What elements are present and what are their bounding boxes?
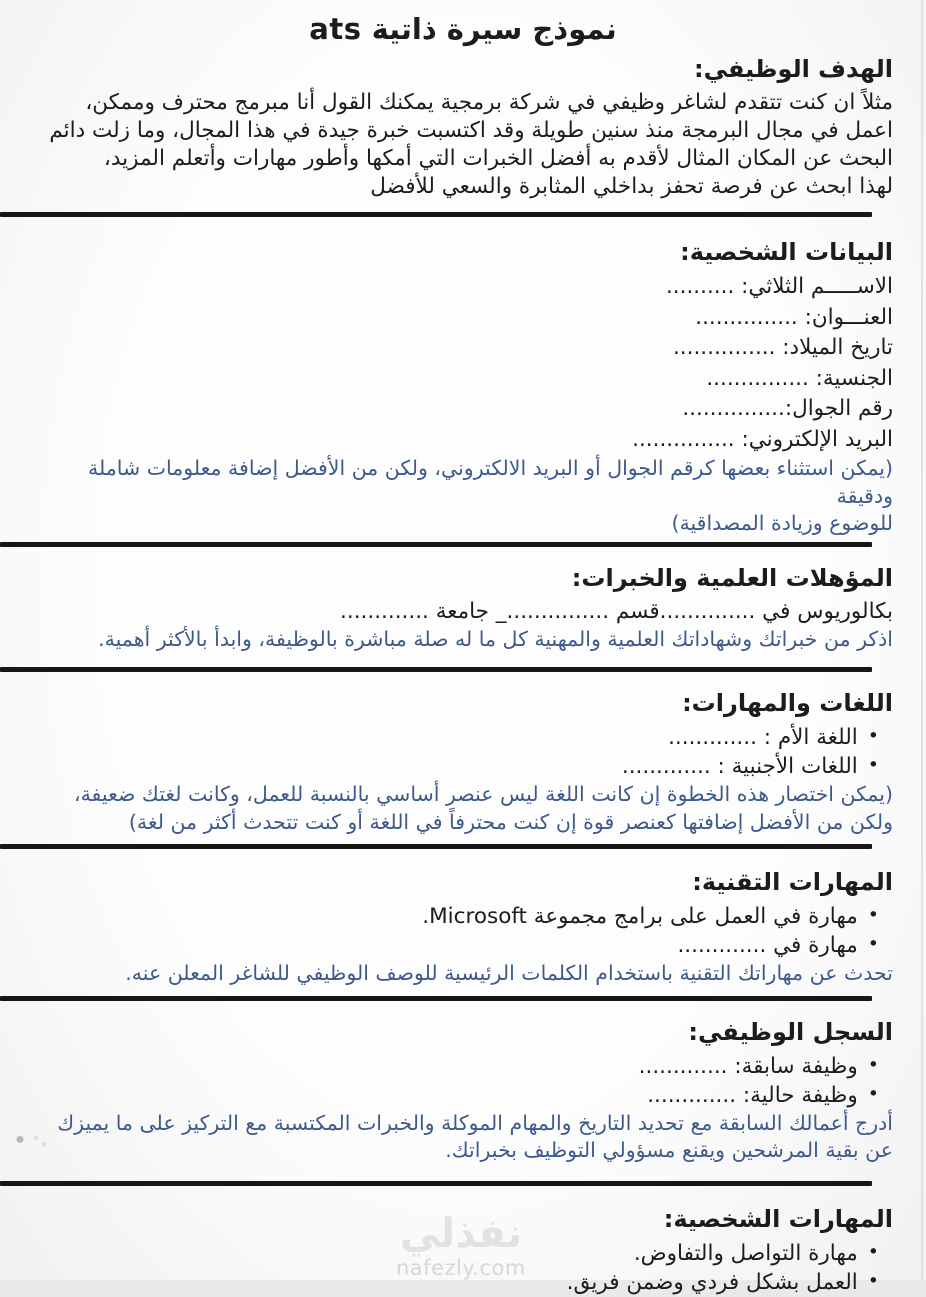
field-address: العنـــوان: ...............	[695, 304, 893, 330]
note-line: ولكن من الأفضل إضافتها كعنصر قوة إن كنت محترفاً في اللغة أو كنت تتحدث أكثر من لغة)	[128, 809, 893, 834]
section-technical-skills	[0, 867, 926, 988]
bullet-icon: •	[867, 904, 879, 926]
note-line: (يمكن استثناء بعضها كرقم الجوال أو البريد الالكتروني، ولكن من الأفضل إضافة معلومات شاملة ودقيقة	[88, 456, 893, 508]
text-line: لهذا ابحث عن فرصة تحفز بداخلي المثابرة والسعي للأفضل	[370, 174, 893, 199]
artifact-smudge	[14, 1133, 54, 1149]
note-line: (يمكن اختصار هذه الخطوة إن كانت اللغة ليس عنصر أساسي بالنسبة للعمل، وكانت لغتك ضعيفة،	[73, 782, 893, 806]
section-personal-data	[0, 237, 926, 538]
text-line: البحث عن المكان المثال لأقدم به أفضل الخبرات التي أمكها وأطور مهارات وأتعلم المزيد،	[103, 146, 893, 171]
bullet-icon: •	[867, 933, 879, 955]
section-divider	[0, 844, 872, 849]
bullet-text: مهارة في .............	[677, 933, 858, 958]
bullet-icon: •	[867, 754, 879, 776]
bullet-item-other-skill	[36, 931, 879, 960]
section-objective	[0, 54, 926, 201]
field-nationality: الجنسية: ...............	[706, 365, 893, 391]
text-line: اعمل في مجال البرمجة منذ سنين طويلة وقد اكتسبت خبرة جيدة في هذا المجال، وما زلت دائم	[49, 118, 893, 143]
note-line: تحدث عن مهاراتك التقنية باستخدام الكلمات الرئيسية للوصف الوظيفي للشاغر المعلن عنه.	[125, 961, 893, 985]
bullet-item-foreign-languages	[36, 752, 879, 781]
section-heading-qualifications: المؤهلات العلمية والخبرات:	[571, 563, 893, 592]
field-birth-date: تاريخ الميلاد: ...............	[672, 335, 893, 360]
text-line: بكالوريوس في ..............قسم ..............._ جامعة .............	[340, 598, 893, 624]
bullet-text: مهارة التواصل والتفاوض.	[633, 1240, 858, 1266]
note-line: عن بقية المرشحين ويقنع مسؤولي التوظيف بخبراتك.	[445, 1138, 893, 1162]
bullet-icon: •	[867, 1053, 879, 1076]
bullet-icon: •	[867, 1269, 879, 1292]
bullet-icon: •	[867, 1082, 879, 1105]
field-full-name: الاســـــم الثلاثي: ..........	[665, 274, 893, 299]
section-divider	[0, 667, 872, 672]
section-divider	[0, 1181, 872, 1186]
page-edge-shadow	[921, 0, 923, 1280]
note-line: للوضوع وزيادة المصداقية)	[671, 511, 893, 535]
bullet-icon: •	[867, 1240, 879, 1263]
bullet-item-microsoft	[36, 902, 879, 931]
watermark	[396, 1212, 526, 1280]
field-mobile-number: رقم الجوال:...............	[682, 396, 893, 421]
watermark-logo: نفذلي	[399, 1211, 523, 1257]
note-line: اذكر من خبراتك وشهاداتك العلمية والمهنية كل ما له صلة مباشرة بالوظيفة، وابدأ بالأكثر أهمية.	[98, 626, 893, 651]
bullet-text: اللغات الأجنبية : .............	[621, 754, 858, 779]
bullet-item-previous-job	[36, 1052, 879, 1081]
section-heading-personal-data: البيانات الشخصية:	[680, 238, 893, 266]
bullet-text: اللغة الأم : .............	[668, 725, 858, 750]
bullet-text: مهارة في العمل على برامج مجموعة Microsoft.	[422, 904, 858, 929]
bullet-icon: •	[867, 725, 879, 747]
section-divider	[0, 996, 872, 1001]
section-heading-technical-skills: المهارات التقنية:	[692, 868, 893, 896]
watermark-site: nafezly.com	[396, 1256, 526, 1280]
bullet-item-mother-tongue	[36, 723, 879, 752]
bullet-text: العمل بشكل فردي وضمن فريق.	[566, 1269, 858, 1295]
section-divider	[0, 212, 872, 217]
text-line: مثلاً ان كنت تتقدم لشاغر وظيفي في شركة برمجية يمكنك القول أنا مبرمج محترف وممكن،	[85, 90, 893, 115]
field-email: البريد الإلكتروني: ...............	[632, 426, 893, 452]
document-title: نموذج سيرة ذاتية ats	[309, 12, 617, 46]
bullet-item-current-job	[36, 1081, 879, 1110]
section-heading-personal-skills: المهارات الشخصية:	[663, 1204, 893, 1233]
bullet-text: وظيفة حالية: .............	[647, 1082, 858, 1108]
note-line: أدرج أعمالك السابقة مع تحديد التاريخ والمهام الموكلة والخبرات المكتسبة مع التركيز على ما يميزك	[57, 1110, 893, 1135]
bullet-text: وظيفة سابقة: .............	[638, 1053, 858, 1079]
section-heading-objective: الهدف الوظيفي:	[693, 55, 893, 83]
section-languages-skills	[0, 688, 926, 836]
section-heading-languages-skills: اللغات والمهارات:	[682, 689, 893, 717]
section-divider	[0, 542, 872, 547]
section-employment-record	[0, 1017, 926, 1165]
section-qualifications	[0, 563, 926, 654]
section-heading-employment-record: السجل الوظيفي:	[688, 1017, 893, 1046]
